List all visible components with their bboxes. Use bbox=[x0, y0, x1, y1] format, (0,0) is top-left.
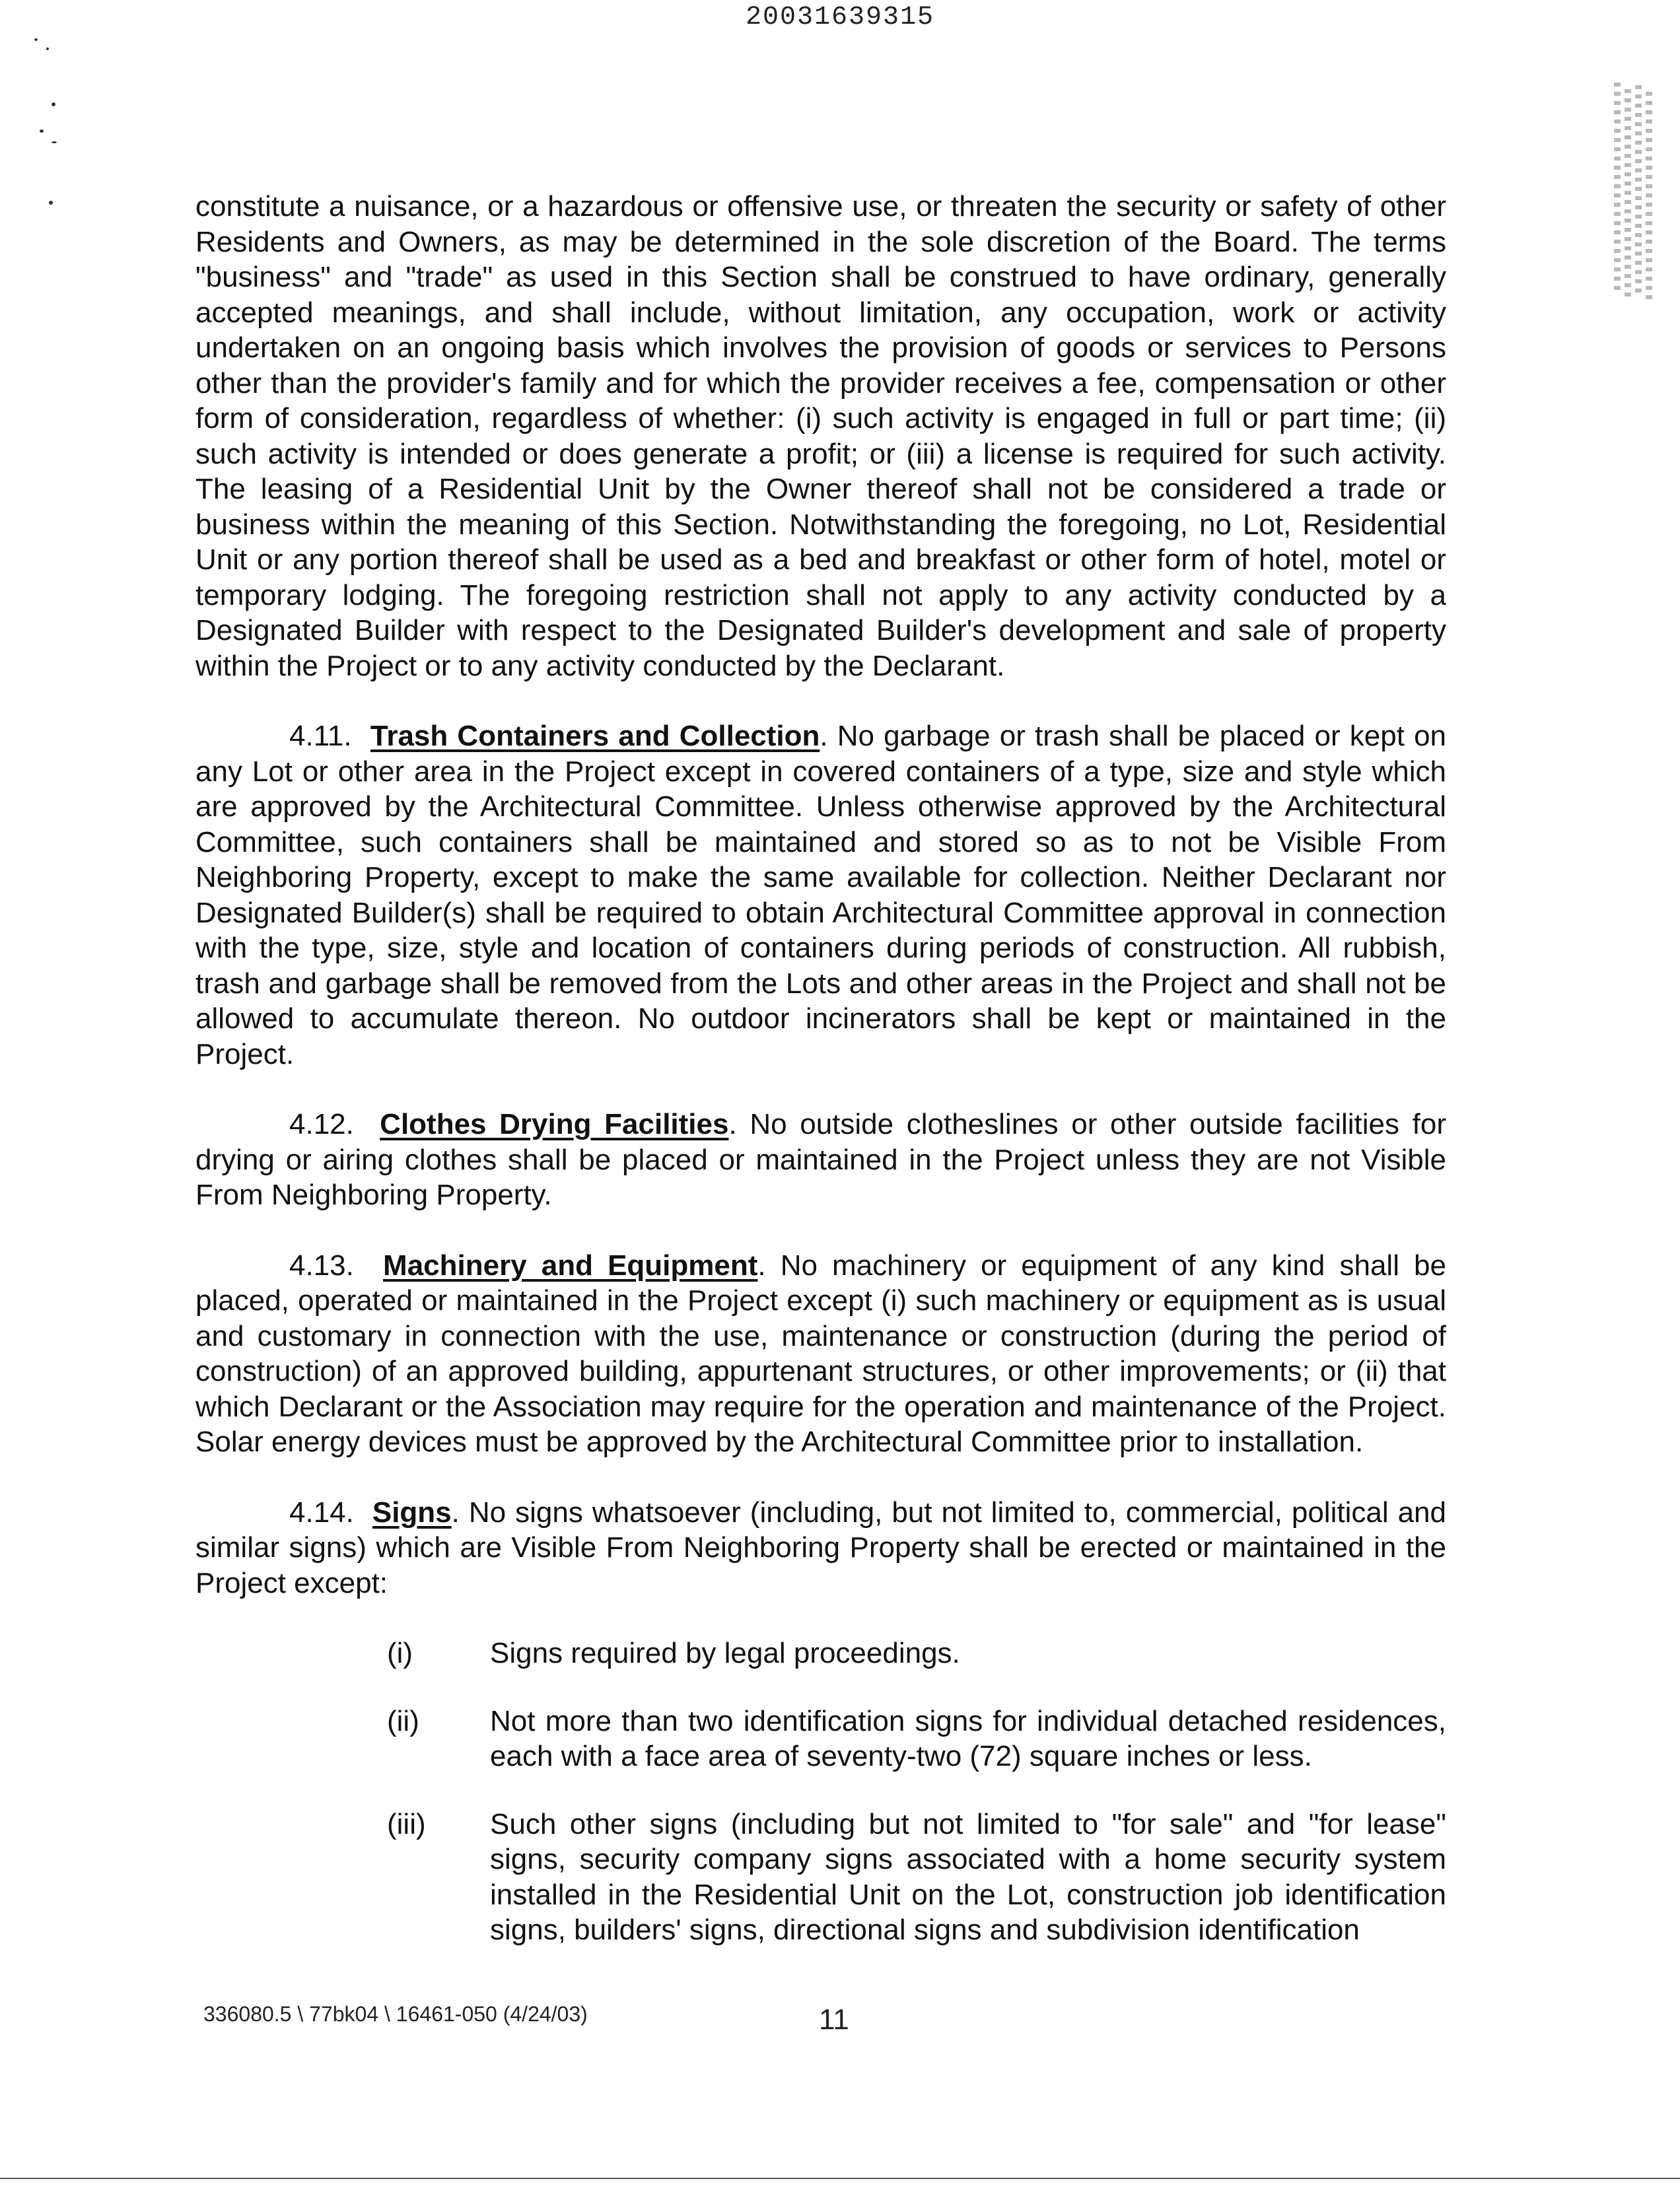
list-item-number: (iii) bbox=[387, 1807, 426, 1840]
list-item-number: (i) bbox=[387, 1637, 413, 1669]
list-item-text: Not more than two identification signs for individual detached residences, each with a face area of seventy-two (72) square inches or less. bbox=[490, 1704, 1446, 1772]
margin-stamp bbox=[1611, 83, 1664, 300]
document-body bbox=[195, 189, 1446, 1980]
scan-speck bbox=[34, 38, 38, 41]
section-heading: Trash Containers and Collection bbox=[370, 720, 820, 752]
section-4-14 bbox=[195, 1495, 1446, 1601]
bottom-divider bbox=[0, 2178, 1680, 2179]
section-heading: Machinery and Equipment bbox=[383, 1249, 758, 1282]
section-number: 4.13. bbox=[289, 1249, 354, 1282]
section-4-12 bbox=[195, 1107, 1446, 1213]
scan-speck bbox=[52, 141, 57, 143]
list-item-text: Signs required by legal proceedings. bbox=[490, 1637, 960, 1669]
list-item bbox=[387, 1636, 1446, 1671]
list-item bbox=[387, 1807, 1446, 1948]
footer-reference: 336080.5 \ 77bk04 \ 16461-050 (4/24/03) bbox=[203, 2002, 588, 2026]
section-4-11 bbox=[195, 718, 1446, 1072]
section-number: 4.12. bbox=[289, 1108, 354, 1140]
section-number: 4.11. bbox=[289, 720, 352, 752]
section-text: . No garbage or trash shall be placed or kept on any Lot or other area in the Project except in covered containers of a type, size and style which are approved by the Architectural Committee. Unless otherwise approved by the Architectural Committee, such containers shall be maintained and stored so as to not be Visible From Neighboring Property, except to make the same available for collection. Neither Declarant nor Designated Builder(s) shall be required to obtain Architectural Committee approval in connection with the type, size, style and location of containers during periods of construction. All rubbish, trash and garbage shall be removed from the Lots and other areas in the Project and shall not be allowed to accumulate thereon. No outdoor incinerators shall be kept or maintained in the Project. bbox=[195, 720, 1447, 1070]
section-text: . No signs whatsoever (including, but not limited to, commercial, political and similar signs) which are Visible From Neighboring Property shall be erected or maintained in the Project except: bbox=[195, 1496, 1446, 1599]
section-text: . No machinery or equipment of any kind shall be placed, operated or maintained in the Project except (i) such machinery or equipment as is usual and customary in connection with the use, maintenance or construction (during the period of construction) of an approved building, appurtenant structures, or other improvements; or (ii) that which Declarant or the Association may require for the operation and maintenance of the Project. Solar energy devices must be approved by the Architectural Committee prior to installation. bbox=[195, 1249, 1446, 1458]
document-number: 20031639315 bbox=[745, 3, 935, 32]
section-number: 4.14. bbox=[289, 1496, 354, 1529]
scan-speck bbox=[49, 201, 53, 205]
scan-speck bbox=[52, 102, 55, 106]
list-item-number: (ii) bbox=[387, 1704, 419, 1737]
section-heading: Signs bbox=[372, 1496, 452, 1529]
list-item-text: Such other signs (including but not limited to "for sale" and "for lease" signs, security company signs associated with a home security system installed in the Residential Unit on the Lot, construction job identification signs, builders' signs, directional signs and subdivision identification bbox=[490, 1807, 1446, 1946]
scan-speck bbox=[46, 48, 49, 50]
section-text: . No outside clotheslines or other outside facilities for drying or airing clothes shall be placed or maintained in the Project unless they are not Visible From Neighboring Property. bbox=[195, 1108, 1446, 1211]
page-number: 11 bbox=[819, 2003, 849, 2036]
list-item bbox=[387, 1704, 1446, 1774]
section-heading: Clothes Drying Facilities bbox=[380, 1108, 729, 1140]
intro-paragraph: constitute a nuisance, or a hazardous or offensive use, or threaten the security or safety of other Residents and Owners, as may be determined in the sole discretion of the Board. The terms "business" and "trade" as used in this Section shall be construed to have ordinary, generally accepted meanings, and shall include, without limitation, any occupation, work or activity undertaken on an ongoing basis which involves the provision of goods or services to Persons other than the provider's family and for which the provider receives a fee, compensation or other form of consideration, regardless of whether: (i) such activity is engaged in full or part time; (ii) such activity is intended or does generate a profit; or (iii) a license is required for such activity. The leasing of a Residential Unit by the Owner thereof shall not be considered a trade or business within the meaning of this Section. Notwithstanding the foregoing, no Lot, Residential Unit or any portion thereof shall be used as a bed and breakfast or other form of hotel, motel or temporary lodging. The foregoing restriction shall not apply to any activity conducted by a Designated Builder with respect to the Designated Builder's development and sale of property within the Project or to any activity conducted by the Declarant. bbox=[195, 190, 1446, 682]
scan-speck bbox=[40, 129, 44, 133]
section-4-13 bbox=[195, 1248, 1446, 1460]
